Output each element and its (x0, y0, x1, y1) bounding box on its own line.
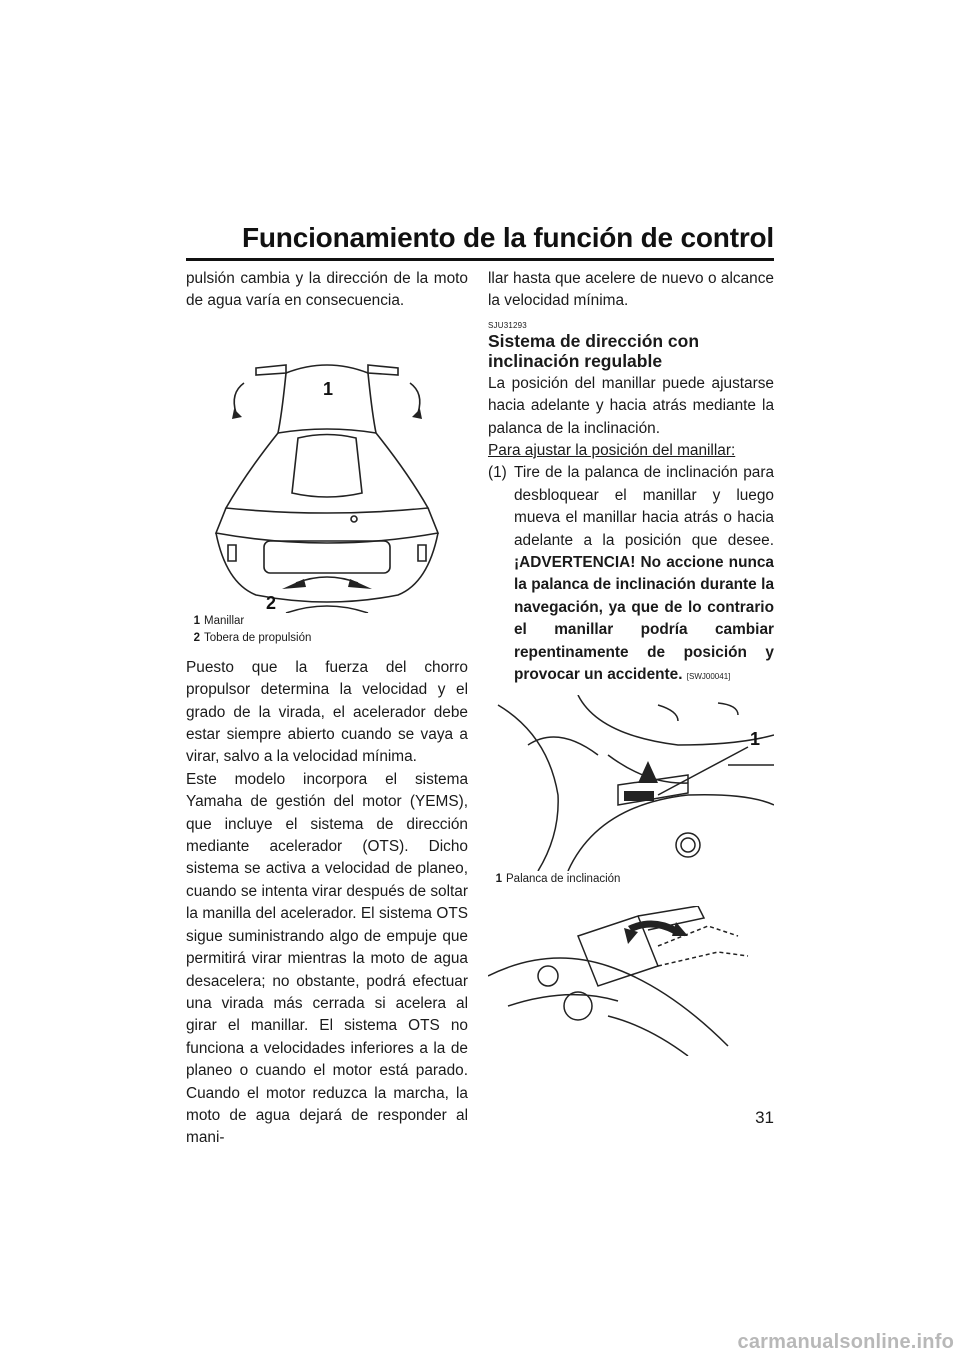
step-1 (488, 462, 774, 688)
body-paragraph-2: Este modelo incorpora el sistema Yamaha de gestión del motor (YEMS), que incluye el sistema de dirección mediante acelerador (OTS). Dicho sistema se activa a velocidad de planeo, cuando se intenta virar después de soltar la manilla del acelerador. El sistema OTS sigue suministrando algo de empuje que permitirá virar mientras la moto de agua desacelera; no obstante, podrá efectuar una virada más cerrada si acelera al girar el manillar. El sistema OTS no funciona a velocidades inferiores a la de planeo o cuando el motor está parado. Cuando el motor reduzca la marcha, la moto de agua dejará de responder al mani- (186, 770, 468, 1147)
warning-text: ¡ADVERTENCIA! No accione nunca la palanca de inclinación durante la navegación, ya que de lo contrario el manillar podría cambiar repentinamente de posición y provocar un accidente. (514, 554, 774, 684)
body-paragraph-1: Puesto que la fuerza del chorro propulsor determina la velocidad y el grado de la virada, el acelerador debe estar siempre abierto cuando se vaya a virar, salvo a la velocidad mínima. (186, 658, 468, 766)
watermark: carmanualsonline.info (737, 1331, 954, 1353)
page-number: 31 (755, 1108, 774, 1127)
step-number: (1) (488, 464, 507, 482)
header-rule (186, 258, 774, 261)
warning-code: [SWJ00041] (686, 672, 731, 682)
step-text: Tire de la palanca de inclinación para desbloquear el manillar y luego mueva el manillar hacia atrás o hacia adelante a la posición que desee. ¡ADVERTENCIA! No accione nunca la palanca de inclinación durante la navegación, ya que de lo contrario el manillar podría cambiar repentinamente de posición y provocar un accidente. [SWJ00041] (514, 464, 774, 684)
section-intro: La posición del manillar puede ajustarse hacia adelante y hacia atrás mediante la palanca de la inclinación. (488, 374, 774, 437)
right-column (488, 268, 774, 1056)
figure2-callout-1: 1 (750, 728, 761, 749)
intro-paragraph: pulsión cambia y la dirección de la moto de agua varía en consecuencia. (186, 270, 468, 310)
subheading: Para ajustar la posición del manillar: (488, 442, 736, 460)
section-heading: Sistema de dirección con inclinación regulable (488, 330, 700, 371)
continuation-paragraph: llar hasta que acelere de nuevo o alcance la velocidad mínima. (488, 270, 774, 310)
figure2-caption-1: 1 Palanca de inclinación (495, 872, 621, 885)
figure1-caption-1: 1 Manillar (193, 614, 245, 627)
section-code: SJU31293 (488, 320, 527, 330)
page-title: Funcionamiento de la función de control (242, 222, 774, 253)
figure1-callout-1: 1 (323, 378, 334, 399)
left-column (186, 268, 468, 1150)
jetski-rear-illustration (186, 313, 468, 613)
figure1-caption-2: 2 Tobera de propulsión (193, 631, 312, 644)
figure1-callout-2: 2 (266, 592, 277, 613)
handlebar-tilt-illustration (488, 906, 774, 1056)
tilt-lever-photo (488, 695, 774, 871)
